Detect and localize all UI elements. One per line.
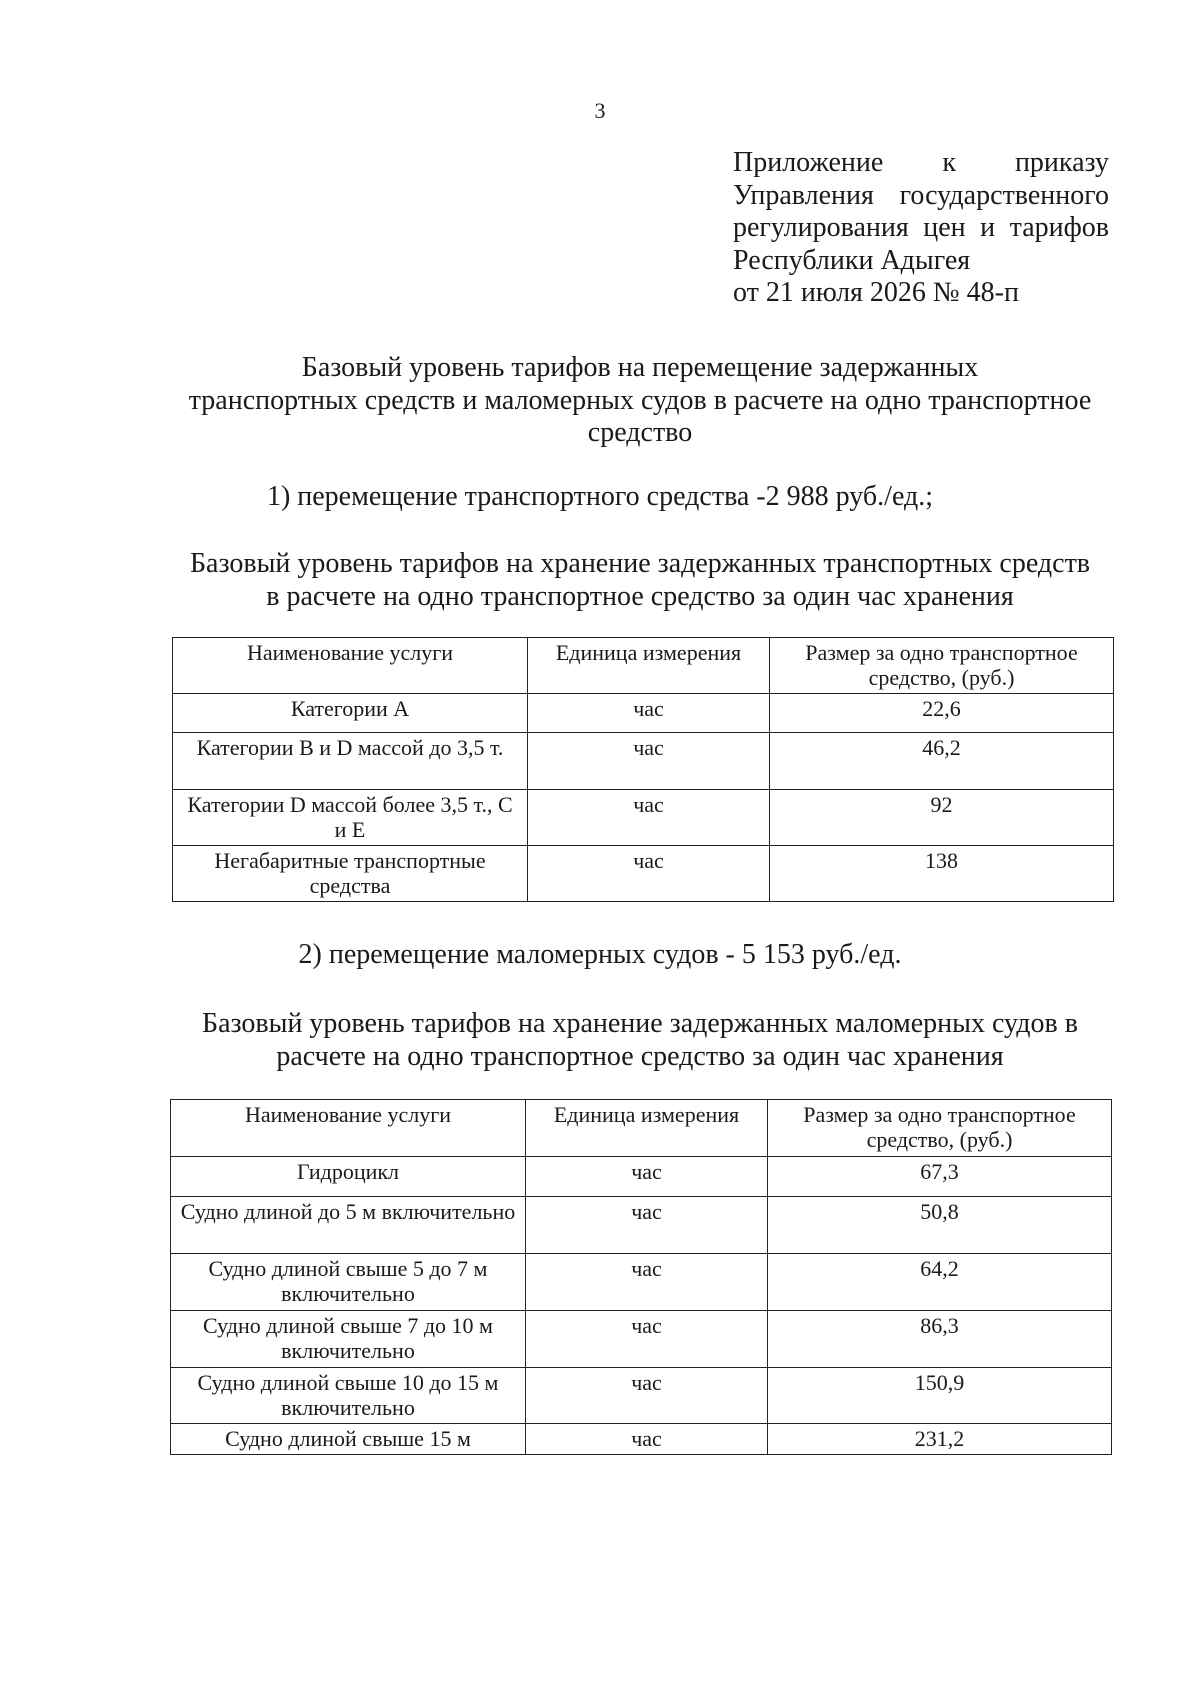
service-cell: Негабаритные транспортные средства (173, 846, 528, 902)
page-number: 3 (594, 98, 606, 123)
service-cell: Категории D массой более 3,5 т., C и E (173, 790, 528, 846)
header-cell: Единица измерения (526, 1100, 768, 1157)
appendix-block (733, 147, 1109, 310)
table-row (173, 846, 1114, 902)
unit-cell: час (528, 790, 770, 846)
heading-line: Базовый уровень тарифов на хранение задержанных маломерных судов в (202, 1008, 1078, 1039)
heading-line: Базовый уровень тарифов на перемещение задержанных (301, 352, 979, 383)
unit-cell: час (528, 694, 770, 733)
heading-transport-move (160, 352, 1120, 450)
service-cell: Судно длиной свыше 5 до 7 м включительно (171, 1254, 526, 1311)
heading-line: Базовый уровень тарифов на хранение задержанных транспортных средств (189, 548, 1091, 579)
header-cell: Наименование услуги (171, 1100, 526, 1157)
service-cell: Судно длиной свыше 10 до 15 м включительно (171, 1368, 526, 1424)
appendix-line: Приложение к приказу (733, 147, 1109, 178)
unit-cell: час (526, 1424, 768, 1455)
price-cell: 50,8 (768, 1197, 1112, 1254)
table-row (173, 694, 1114, 733)
table-row (171, 1424, 1112, 1455)
unit-cell: час (526, 1254, 768, 1311)
item-transport-move: 1) перемещение транспортного средства -2 988 руб./ед.; (266, 481, 934, 512)
appendix-line: Управления государственного (733, 179, 1109, 211)
table-row (171, 1311, 1112, 1368)
header-cell: Размер за одно транспортное средство, (руб.) (768, 1100, 1112, 1157)
table-row (171, 1157, 1112, 1197)
table-row (173, 733, 1114, 790)
price-cell: 86,3 (768, 1311, 1112, 1368)
table-header-row (171, 1100, 1112, 1157)
service-cell: Гидроцикл (171, 1157, 526, 1197)
header-cell: Наименование услуги (173, 638, 528, 694)
table-row (171, 1368, 1112, 1424)
heading-line: в расчете на одно транспортное средство за один час хранения (266, 580, 1014, 612)
price-cell: 150,9 (768, 1368, 1112, 1424)
unit-cell: час (526, 1197, 768, 1254)
price-cell: 46,2 (770, 733, 1114, 790)
service-cell: Судно длиной свыше 15 м (171, 1424, 526, 1455)
price-cell: 22,6 (770, 694, 1114, 733)
vehicle-tariff-table (172, 637, 1114, 902)
heading-line: транспортных средств и маломерных судов в расчете на одно транспортное (188, 384, 1092, 416)
heading-transport-storage (160, 548, 1120, 613)
service-cell: Судно длиной до 5 м включительно (171, 1197, 526, 1254)
boat-tariff-table (170, 1099, 1112, 1455)
price-cell: 231,2 (768, 1424, 1112, 1455)
heading-line: средство (587, 417, 693, 448)
header-cell: Единица измерения (528, 638, 770, 694)
appendix-line: регулирования цен и тарифов (733, 212, 1109, 243)
heading-line: расчете на одно транспортное средство за один час хранения (276, 1040, 1004, 1072)
table-header-row (173, 638, 1114, 694)
service-cell: Судно длиной свыше 7 до 10 м включительно (171, 1311, 526, 1368)
appendix-line: от 21 июля 2026 № 48-п (733, 277, 1019, 308)
unit-cell: час (528, 733, 770, 790)
heading-boats-storage (160, 1008, 1120, 1073)
table-row (171, 1197, 1112, 1254)
header-cell: Размер за одно транспортное средство, (руб.) (770, 638, 1114, 694)
price-cell: 138 (770, 846, 1114, 902)
unit-cell: час (526, 1157, 768, 1197)
service-cell: Категории А (173, 694, 528, 733)
appendix-line: Республики Адыгея (733, 244, 971, 276)
price-cell: 92 (770, 790, 1114, 846)
service-cell: Категории B и D массой до 3,5 т. (173, 733, 528, 790)
price-cell: 67,3 (768, 1157, 1112, 1197)
unit-cell: час (528, 846, 770, 902)
unit-cell: час (526, 1368, 768, 1424)
price-cell: 64,2 (768, 1254, 1112, 1311)
item-boats-move: 2) перемещение маломерных судов - 5 153 руб./ед. (298, 939, 902, 970)
table-row (171, 1254, 1112, 1311)
unit-cell: час (526, 1311, 768, 1368)
table-row (173, 790, 1114, 846)
